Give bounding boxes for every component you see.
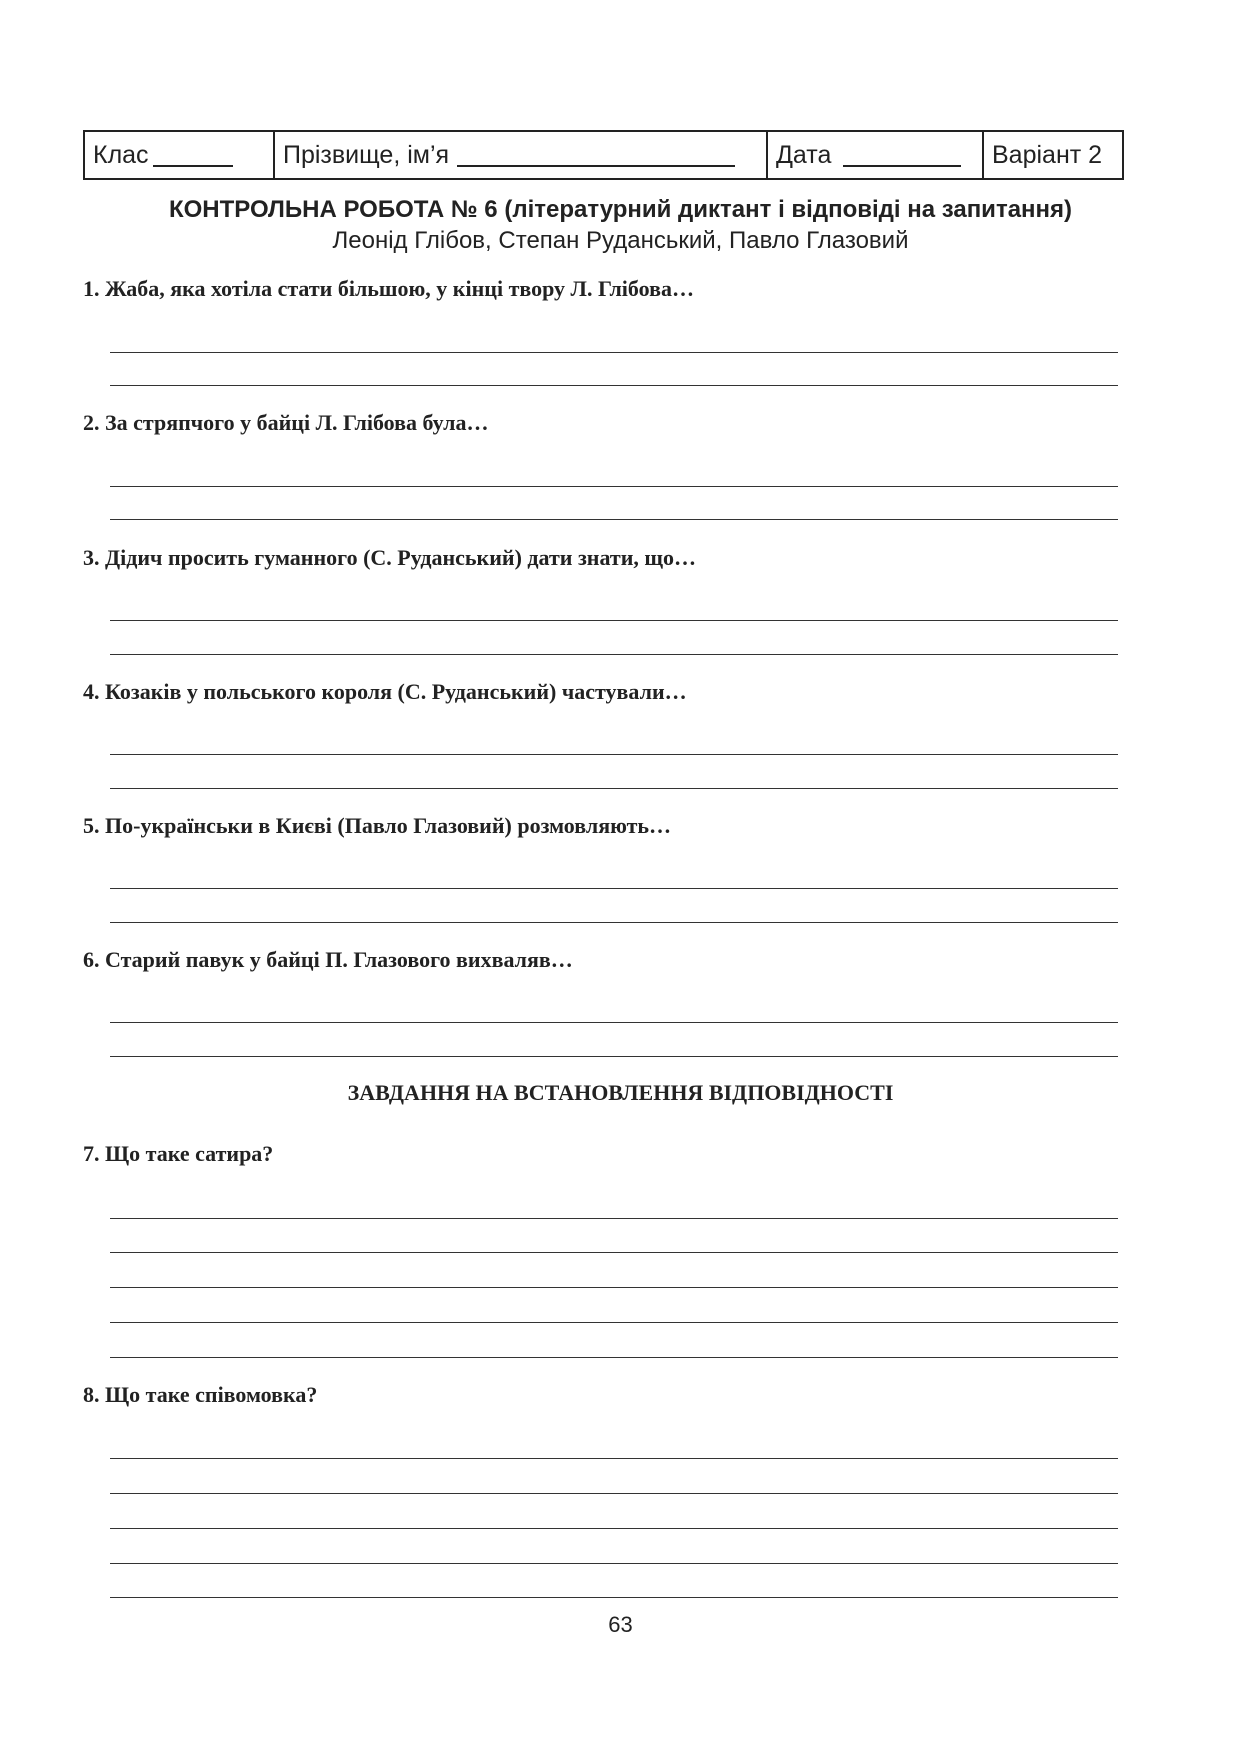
question-6: 6. Старий павук у байці П. Глазового вихваляв… bbox=[83, 947, 573, 972]
answer-line[interactable] bbox=[110, 1287, 1118, 1288]
answer-line[interactable] bbox=[110, 888, 1118, 889]
name-field[interactable] bbox=[275, 132, 768, 178]
name-label: Прізвище, ім’я bbox=[283, 140, 450, 169]
date-blank[interactable] bbox=[843, 143, 961, 167]
class-blank[interactable] bbox=[153, 143, 233, 167]
question-3: 3. Дідич просить гуманного (С. Руданський) дати знати, що… bbox=[83, 545, 696, 570]
question-1: 1. Жаба, яка хотіла стати більшою, у кінці твору Л. Глібова… bbox=[83, 276, 694, 301]
answer-line[interactable] bbox=[110, 486, 1118, 487]
question-5: 5. По-українськи в Києві (Павло Глазовий) розмовляють… bbox=[83, 813, 672, 838]
answer-line[interactable] bbox=[110, 620, 1118, 621]
answer-line[interactable] bbox=[110, 1252, 1118, 1253]
answer-line[interactable] bbox=[110, 519, 1118, 520]
page-subtitle: Леонід Глібов, Степан Руданський, Павло Глазовий bbox=[332, 227, 909, 254]
answer-line[interactable] bbox=[110, 1597, 1118, 1598]
answer-line[interactable] bbox=[110, 1056, 1118, 1057]
question-7: 7. Що таке сатира? bbox=[83, 1141, 274, 1166]
answer-line[interactable] bbox=[110, 1218, 1118, 1219]
answer-line[interactable] bbox=[110, 1493, 1118, 1494]
header-table bbox=[83, 130, 1124, 180]
name-blank[interactable] bbox=[457, 143, 735, 167]
variant-label: Варіант 2 bbox=[992, 140, 1103, 169]
answer-line[interactable] bbox=[110, 1563, 1118, 1564]
class-label: Клас bbox=[93, 140, 149, 169]
answer-line[interactable] bbox=[110, 385, 1118, 386]
question-8: 8. Що таке співомовка? bbox=[83, 1382, 318, 1407]
answer-line[interactable] bbox=[110, 1322, 1118, 1323]
date-field[interactable] bbox=[768, 132, 984, 178]
answer-line[interactable] bbox=[110, 1458, 1118, 1459]
answer-line[interactable] bbox=[110, 788, 1118, 789]
answer-line[interactable] bbox=[110, 352, 1118, 353]
variant-cell bbox=[984, 132, 1122, 178]
question-2: 2. За стряпчого у байці Л. Глібова була… bbox=[83, 410, 489, 435]
page-number: 63 bbox=[608, 1612, 633, 1637]
answer-line[interactable] bbox=[110, 654, 1118, 655]
answer-line[interactable] bbox=[110, 1022, 1118, 1023]
date-label: Дата bbox=[776, 140, 832, 169]
answer-line[interactable] bbox=[110, 1528, 1118, 1529]
section-heading: ЗАВДАННЯ НА ВСТАНОВЛЕННЯ ВІДПОВІДНОСТІ bbox=[347, 1080, 894, 1105]
answer-line[interactable] bbox=[110, 922, 1118, 923]
class-field[interactable] bbox=[85, 132, 275, 178]
answer-line[interactable] bbox=[110, 1357, 1118, 1358]
answer-line[interactable] bbox=[110, 754, 1118, 755]
question-4: 4. Козаків у польського короля (С. Руданський) частували… bbox=[83, 679, 687, 704]
page-title: КОНТРОЛЬНА РОБОТА № 6 (літературний диктант і відповіді на запитання) bbox=[168, 196, 1073, 223]
